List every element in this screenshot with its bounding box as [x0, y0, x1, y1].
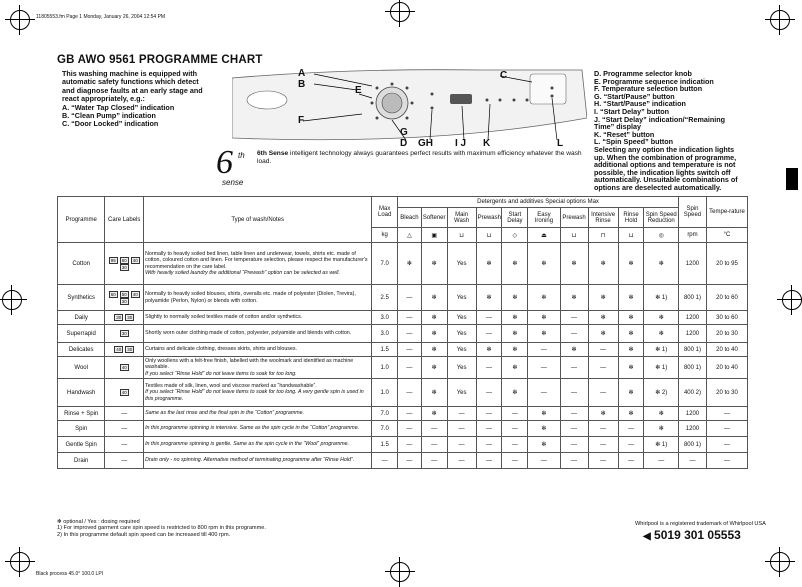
option-cell: — — [588, 421, 618, 437]
option-cell: — — [528, 379, 560, 407]
max-load: 2.5 — [372, 285, 398, 311]
option-cell: ✻ — [421, 407, 447, 421]
easy-ironing-icon: ⏏ — [528, 228, 560, 243]
option-cell: — — [560, 357, 588, 379]
wash-notes-text: Normally to heavily soiled bed linen, table linen and underwear, towels, shirts etc. made of cotton, coloured cotton and linen. For temperature selection, please respect the manufacturer's recommendation on the care label. — [145, 251, 368, 270]
option-cell: ✻ — [528, 311, 560, 325]
care-label: 30 — [121, 298, 127, 304]
wash-notes — [144, 325, 372, 343]
care-label: 40 — [121, 390, 127, 395]
option-cell: — — [476, 407, 502, 421]
option-cell: ✻ — [618, 357, 644, 379]
callout-k: K — [483, 138, 491, 149]
care-labels — [105, 453, 144, 469]
care-label: 40 — [121, 365, 127, 370]
spin-rpm: 1200 — [679, 407, 707, 421]
table-row — [58, 407, 748, 421]
option-cell: ✻ — [528, 325, 560, 343]
header-prewash-detergent: Prewash — [476, 208, 502, 228]
option-cell: ✻ — [421, 343, 447, 357]
option-cell: — — [528, 453, 560, 469]
programme-name: Delicates — [58, 343, 105, 357]
spin-rpm: 1200 — [679, 325, 707, 343]
header-kg: kg — [372, 228, 398, 243]
wash-notes-italic: Drain only - no spinning. Alternative method of terminating programme after “Rinse Hold”. — [145, 457, 355, 464]
programme-name: Handwash — [58, 379, 105, 407]
option-cell: ✻ — [421, 379, 447, 407]
table-row — [58, 379, 748, 407]
option-cell: ✻ — [588, 407, 618, 421]
max-load: — — [372, 453, 398, 469]
programme-chart-table — [57, 196, 748, 469]
temperature-range: — — [706, 437, 747, 453]
option-cell: ✻ — [644, 311, 679, 325]
print-footer: Black process 45.0° 100.0 LPI — [36, 571, 104, 577]
option-cell: — — [560, 421, 588, 437]
option-cell: ✻ — [421, 357, 447, 379]
option-cell: ✻ 2) — [644, 379, 679, 407]
temperature-range: — — [706, 421, 747, 437]
callout-b: B — [298, 79, 306, 90]
option-cell: — — [398, 379, 422, 407]
option-cell: ✻ — [560, 285, 588, 311]
option-cell: ✻ — [644, 407, 679, 421]
option-cell: ✻ — [421, 285, 447, 311]
care-label: — — [121, 410, 128, 417]
callout-ij: I J — [455, 138, 467, 149]
option-cell: — — [502, 421, 528, 437]
option-cell: — — [644, 453, 679, 469]
option-cell: ✻ — [421, 311, 447, 325]
option-cell: — — [528, 343, 560, 357]
header-spin-speed-reduction: Spin Speed Reduction — [644, 208, 679, 228]
option-cell: ✻ — [618, 407, 644, 421]
softener-icon: ▣ — [421, 228, 447, 243]
wash-notes-italic: Same as the last rinse and the final spin in the “Cotton” programme. — [145, 410, 305, 417]
header-type-of-wash: Type of wash/Notes — [144, 197, 372, 243]
option-cell: ✻ — [476, 285, 502, 311]
trademark-note: Whirlpool is a registered trademark of Whirlpool USA — [635, 521, 766, 527]
care-label: 40 — [116, 347, 122, 352]
option-cell: — — [476, 357, 502, 379]
control-panel-illustration — [232, 68, 587, 148]
wash-notes-text: Only woollens with a felt-free finish, labelled with the woolmark and identified as machine washable. — [145, 358, 354, 371]
wash-notes — [144, 453, 372, 469]
option-cell: ✻ — [528, 407, 560, 421]
callout-c: C — [500, 70, 508, 81]
option-cell: ✻ — [588, 325, 618, 343]
option-cell: — — [618, 421, 644, 437]
registration-mark-top-right — [770, 10, 790, 30]
header-start-delay: Start Delay — [502, 208, 528, 228]
option-cell: ✻ — [528, 285, 560, 311]
option-cell: ✻ — [528, 437, 560, 453]
main-wash-icon: ⊔ — [447, 228, 476, 243]
temperature-range: 20 to 30 — [706, 379, 747, 407]
header-care-labels: Care Labels — [105, 197, 144, 243]
programme-name: Spin — [58, 421, 105, 437]
option-cell: ✻ — [502, 325, 528, 343]
care-label: 60 — [110, 291, 116, 297]
wash-notes — [144, 357, 372, 379]
table-row — [58, 437, 748, 453]
option-cell: — — [421, 437, 447, 453]
black-tab — [786, 168, 798, 190]
programme-name: Rinse + Spin — [58, 407, 105, 421]
option-cell: — — [560, 453, 588, 469]
care-labels — [105, 357, 144, 379]
callout-gh: GH — [418, 138, 433, 149]
max-load: 1.5 — [372, 437, 398, 453]
care-labels — [105, 285, 144, 311]
table-row — [58, 285, 748, 311]
option-cell: — — [588, 357, 618, 379]
option-cell: ✻ 1) — [644, 437, 679, 453]
option-cell: — — [398, 453, 422, 469]
option-cell: ✻ — [618, 311, 644, 325]
wash-notes — [144, 379, 372, 407]
care-label: 30 — [121, 264, 127, 270]
temperature-range: 20 to 30 — [706, 325, 747, 343]
registration-mark-bottom-left — [10, 552, 30, 572]
care-label: 60 — [121, 257, 127, 263]
option-cell: — — [618, 437, 644, 453]
callout-e: E — [355, 85, 362, 96]
option-cell: — — [560, 379, 588, 407]
max-load: 1.5 — [372, 343, 398, 357]
option-cell: — — [528, 357, 560, 379]
callout-l: L — [557, 138, 564, 149]
sixth-sense-logo — [214, 144, 254, 190]
table-row — [58, 311, 748, 325]
table-row — [58, 325, 748, 343]
registration-mark-top-center — [390, 2, 410, 22]
option-cell: — — [502, 407, 528, 421]
indication-a: A. “Water Tap Closed” indication — [62, 102, 175, 112]
header-rpm: rpm — [679, 228, 707, 243]
temperature-range: 30 to 60 — [706, 311, 747, 325]
option-cell: — — [560, 325, 588, 343]
spin-rpm: 800 1) — [679, 357, 707, 379]
indication-b: B. “Clean Pump” indication — [62, 111, 156, 121]
wash-notes — [144, 437, 372, 453]
programme-name: Synthetics — [58, 285, 105, 311]
wash-notes-text: Curtains and delicate clothing, dresses skirts, shirts and blouses. — [145, 346, 297, 353]
option-cell: ✻ — [502, 311, 528, 325]
option-cell: ✻ — [502, 243, 528, 285]
care-label: 30 — [127, 347, 133, 352]
temperature-range: 20 to 60 — [706, 285, 747, 311]
option-cell: Yes — [447, 379, 476, 407]
callout-a: A — [298, 68, 306, 79]
option-cell: ✻ — [644, 243, 679, 285]
option-cell: — — [476, 379, 502, 407]
document-code: ◀ 5019 301 05553 — [643, 528, 741, 542]
option-cell: Yes — [447, 311, 476, 325]
option-cell: ✻ 1) — [644, 285, 679, 311]
option-cell: — — [588, 437, 618, 453]
header-programme: Programme — [58, 197, 105, 243]
option-cell: ✻ — [644, 421, 679, 437]
spin-rpm: — — [679, 453, 707, 469]
wash-notes — [144, 421, 372, 437]
option-cell: — — [398, 407, 422, 421]
max-load: 3.0 — [372, 325, 398, 343]
option-cell: — — [476, 421, 502, 437]
option-cell: ✻ — [644, 325, 679, 343]
care-labels — [105, 437, 144, 453]
wash-notes — [144, 285, 372, 311]
option-cell: — — [398, 437, 422, 453]
component-legend: D. Programme selector knob E. Programme sequence indication F. Temperature selection button G. “Start/Pause” button H. “Start/Pause” indication I. “Start Delay” button J. “Start Delay” indication/“Remaining Time” display K. “Reset” button L. “Spin Speed” button Selecting any option the indication lights up. When the combination of programme, additional options and temperature is not possible, the indication lights switch off automatically. Unsuitable combinations of options are deselected automatically. — [594, 69, 738, 192]
temperature-range: 20 to 40 — [706, 343, 747, 357]
max-load: 7.0 — [372, 243, 398, 285]
max-load: 1.0 — [372, 379, 398, 407]
care-labels — [105, 379, 144, 407]
option-cell: Yes — [447, 285, 476, 311]
option-cell: ✻ — [421, 325, 447, 343]
temperature-range: — — [706, 407, 747, 421]
callout-d: D — [400, 138, 408, 149]
rinse-hold-icon: ⊔ — [618, 228, 644, 243]
option-cell: Yes — [447, 325, 476, 343]
header-easy-ironing: Easy Ironing — [528, 208, 560, 228]
option-cell: — — [560, 437, 588, 453]
spin-rpm: 1200 — [679, 243, 707, 285]
intro-text: This washing machine is equipped with automatic safety functions which detect and diagnose faults at an early stage and react appropriately, e.g.: A. “Water Tap Closed” indication B. “Clean Pump” indication C. “Door Locked” indication — [62, 70, 262, 129]
option-cell: ✻ — [588, 311, 618, 325]
care-label: — — [121, 441, 128, 448]
logo-sense: sense — [222, 178, 244, 187]
care-label: — — [121, 457, 128, 464]
footnotes — [57, 519, 437, 538]
option-cell: — — [588, 379, 618, 407]
programme-name: Cotton — [58, 243, 105, 285]
option-cell: — — [560, 311, 588, 325]
barcode-arrow-icon: ◀ — [643, 531, 651, 542]
wash-notes-italic: In this programme spinning is intensive. Same as the spin cycle in the “Cotton” programme. — [145, 425, 360, 432]
programme-name: Wool — [58, 357, 105, 379]
max-load: 7.0 — [372, 407, 398, 421]
care-label: 40 — [132, 257, 138, 263]
header-rinse-hold: Rinse Hold — [618, 208, 644, 228]
callout-g: G — [400, 127, 408, 138]
option-cell: ✻ — [618, 325, 644, 343]
table-row — [58, 357, 748, 379]
registration-mark-right-middle — [782, 290, 802, 310]
programme-name: Drain — [58, 453, 105, 469]
option-cell: — — [421, 421, 447, 437]
callout-f: F — [298, 115, 305, 126]
wash-notes-text: Slightly to normally soiled textiles made of cotton and/or synthetics. — [145, 314, 303, 321]
wash-notes-italic: With heavily soiled laundry the additional “Prewash” option can be selected as well. — [145, 269, 340, 276]
option-cell: — — [476, 325, 502, 343]
option-cell: ✻ — [502, 285, 528, 311]
table-row — [58, 243, 748, 285]
wash-notes-text: Textiles made of silk, linen, wool and viscose marked as “handwashable”. — [145, 383, 317, 390]
option-cell: ✻ — [560, 343, 588, 357]
max-load: 1.0 — [372, 357, 398, 379]
spin-rpm: 800 1) — [679, 437, 707, 453]
spin-rpm: 1200 — [679, 311, 707, 325]
care-label: 40 — [132, 291, 138, 297]
option-cell: — — [476, 453, 502, 469]
option-cell: ✻ — [528, 243, 560, 285]
wash-notes-italic: In this programme spinning is gentle. Same as the spin cycle in the “Wool” programme. — [145, 441, 350, 448]
option-cell: — — [502, 437, 528, 453]
programme-rows — [58, 243, 748, 469]
option-cell: — — [398, 285, 422, 311]
header-temperature: Tempe-rature — [706, 197, 747, 228]
care-label: 50 — [121, 291, 127, 297]
option-cell: — — [398, 421, 422, 437]
option-cell: ✻ — [502, 357, 528, 379]
spin-rpm: 1200 — [679, 421, 707, 437]
start-delay-icon: ◇ — [502, 228, 528, 243]
footnote-legend: ✻ optional / Yes : dosing required — [57, 519, 140, 525]
sense-description: 6th Sense intelligent technology always guarantees perfect results with maximum efficiency whatever the wash load. — [257, 150, 582, 165]
logo-six: 6 — [216, 144, 233, 181]
option-cell: — — [618, 453, 644, 469]
care-label: 30 — [127, 315, 133, 320]
care-labels — [105, 311, 144, 325]
care-label: 30 — [116, 315, 122, 320]
option-cell: ✻ — [421, 243, 447, 285]
print-header: 11805553.fm Page 1 Monday, January 26, 2004 12:54 PM — [36, 14, 166, 20]
table-row — [58, 453, 748, 469]
temperature-range: — — [706, 453, 747, 469]
registration-mark-left-middle — [2, 290, 22, 310]
programme-name: Superrapid — [58, 325, 105, 343]
indication-c: C. “Door Locked” indication — [62, 119, 159, 129]
spin-reduction-icon: ◎ — [644, 228, 679, 243]
option-cell: — — [447, 437, 476, 453]
footnote-2: 2) In this programme default spin speed can be increased till 400 rpm. — [57, 531, 231, 538]
temperature-range: 20 to 95 — [706, 243, 747, 285]
option-cell: ✻ — [476, 243, 502, 285]
option-cell: ✻ — [588, 285, 618, 311]
option-cell: ✻ 1) — [644, 357, 679, 379]
option-cell: — — [560, 407, 588, 421]
option-cell: — — [588, 453, 618, 469]
max-load: 3.0 — [372, 311, 398, 325]
wash-notes-italic: If you select “Rinse Hold” do not leave items to soak for too long. — [145, 370, 297, 377]
care-labels — [105, 243, 144, 285]
care-label: — — [121, 425, 128, 432]
wash-notes — [144, 243, 372, 285]
option-cell: — — [447, 407, 476, 421]
registration-mark-bottom-right — [770, 552, 790, 572]
registration-mark-bottom-center — [390, 562, 410, 582]
option-cell: — — [398, 325, 422, 343]
option-cell: Yes — [447, 357, 476, 379]
max-load: 7.0 — [372, 421, 398, 437]
option-cell: ✻ — [476, 343, 502, 357]
option-cell: — — [421, 453, 447, 469]
wash-notes — [144, 311, 372, 325]
header-main-wash: Main Wash — [447, 208, 476, 228]
option-cell: — — [398, 357, 422, 379]
option-cell: ✻ — [618, 379, 644, 407]
temperature-range: 20 to 40 — [706, 357, 747, 379]
option-cell: ✻ — [528, 421, 560, 437]
prewash-option-icon: ⊔ — [560, 228, 588, 243]
option-cell: Yes — [447, 243, 476, 285]
spin-rpm: 400 2) — [679, 379, 707, 407]
care-labels — [105, 407, 144, 421]
option-cell: ✻ — [502, 379, 528, 407]
header-intensive-rinse: Intensive Rinse — [588, 208, 618, 228]
option-cell: — — [476, 311, 502, 325]
header-spin-speed: Spin Speed — [679, 197, 707, 228]
option-cell: — — [447, 421, 476, 437]
care-labels — [105, 325, 144, 343]
table-row — [58, 421, 748, 437]
spin-rpm: 800 1) — [679, 343, 707, 357]
option-cell: Yes — [447, 343, 476, 357]
logo-th: th — [238, 151, 245, 160]
wash-notes — [144, 407, 372, 421]
registration-mark-top-left — [10, 10, 30, 30]
intensive-rinse-icon: ⊓ — [588, 228, 618, 243]
option-cell: — — [502, 453, 528, 469]
footnote-1: 1) For improved garment care spin speed is restricted to 800 rpm in this programme. — [57, 525, 266, 532]
wash-notes-italic: If you select “Rinse Hold” do not leave items to soak for too long. A very gentle spin is used in this programme. — [145, 389, 364, 402]
bleach-icon: △ — [398, 228, 422, 243]
option-cell: — — [588, 343, 618, 357]
option-cell: — — [476, 437, 502, 453]
header-prewash-option: Prewash — [560, 208, 588, 228]
header-softener: Softener — [421, 208, 447, 228]
care-label: 30 — [121, 331, 127, 336]
header-max-load: Max Load — [372, 197, 398, 228]
option-cell: ✻ — [618, 243, 644, 285]
page-title: GB AWO 9561 PROGRAMME CHART — [57, 54, 263, 66]
wash-notes-text: Shortly worn outer clothing made of cotton, polyester, polyamide and blends with cotton. — [145, 330, 352, 337]
option-cell: ✻ — [588, 243, 618, 285]
care-label: 95 — [110, 257, 116, 263]
care-labels — [105, 343, 144, 357]
programme-name: Gentle Spin — [58, 437, 105, 453]
option-cell: ✻ — [398, 243, 422, 285]
prewash-detergent-icon: ⊔ — [476, 228, 502, 243]
option-cell: ✻ — [560, 243, 588, 285]
header-detergents-special: Detergents and additives Special options Max — [398, 197, 679, 208]
option-cell: — — [398, 343, 422, 357]
table-row — [58, 343, 748, 357]
control-panel-drawing — [232, 68, 587, 148]
option-cell: ✻ — [618, 343, 644, 357]
option-cell: — — [398, 311, 422, 325]
programme-name: Daily — [58, 311, 105, 325]
option-cell: ✻ 1) — [644, 343, 679, 357]
option-cell: — — [447, 453, 476, 469]
header-deg-c: °C — [706, 228, 747, 243]
wash-notes — [144, 343, 372, 357]
spin-rpm: 800 1) — [679, 285, 707, 311]
header-bleach: Bleach — [398, 208, 422, 228]
option-cell: ✻ — [618, 285, 644, 311]
care-labels — [105, 421, 144, 437]
wash-notes-text: Normally to heavily soiled blouses, shirts, overalls etc. made of polyester (Diolen, Trevira), polyamide (Perlon, Nylon) or blends with cotton. — [145, 291, 356, 304]
option-cell: ✻ — [502, 343, 528, 357]
